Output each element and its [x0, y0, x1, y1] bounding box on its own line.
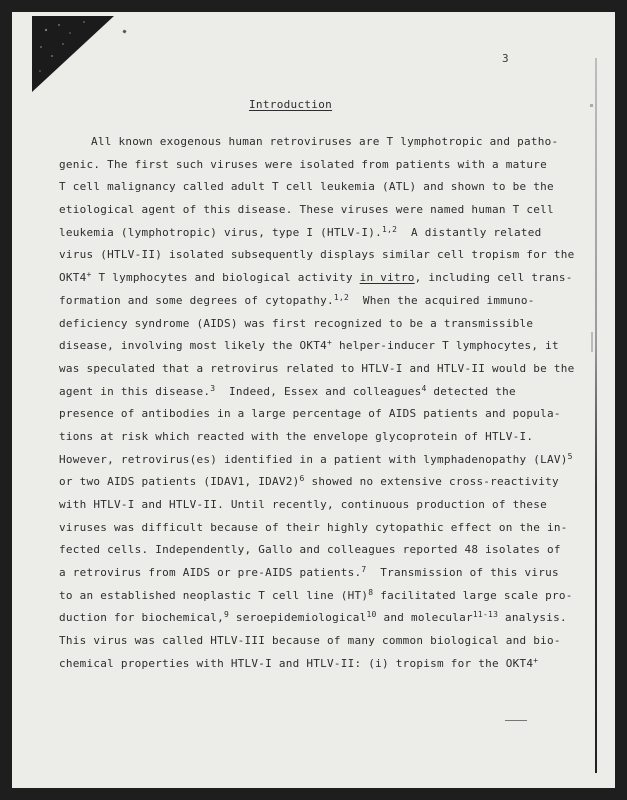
document-page	[12, 12, 615, 788]
text-line: to an established neoplastic T cell line (HT)$^8$ facilitated large scale pro-	[59, 587, 573, 602]
margin-rule	[595, 58, 597, 773]
text-line: etiological agent of this disease. These viruses were named human T cell	[59, 203, 554, 217]
citation-superscript: 8	[368, 587, 374, 597]
text-line: This virus was called HTLV-III because of many common biological and bio-	[59, 634, 561, 648]
text-line: T cell malignancy called adult T cell leukemia (ATL) and shown to be the	[59, 180, 554, 194]
text-line: with HTLV-I and HTLV-II. Until recently, continuous production of these	[59, 498, 547, 511]
citation-superscript: 3	[210, 383, 216, 393]
body-paragraph	[59, 131, 575, 676]
citation-superscript: 7	[361, 565, 367, 575]
corner-damage-mark	[32, 16, 114, 92]
text-line: All known exogenous human retroviruses are T lymphotropic and patho-	[91, 135, 559, 148]
text-line: disease, involving most likely the OKT4+ helper-inducer T lymphocytes, it	[59, 338, 559, 353]
text-line: duction for biochemical,$^9$ seroepidemiological$^{10}$ and molecular$^{11-13}$ analysis.	[59, 610, 567, 625]
text-line: formation and some degrees of cytopathy.$^{1,2}$ When the acquired immuno-	[59, 292, 535, 307]
citation-superscript: 10	[366, 610, 377, 620]
text-line: agent in this disease.$^3$ Indeed, Essex and colleagues$^4$ detected the	[59, 383, 516, 398]
citation-superscript: +	[86, 270, 92, 280]
text-line: virus (HTLV-II) isolated subsequently displays similar cell tropism for the	[59, 248, 575, 262]
text-line: genic. The first such viruses were isolated from patients with a mature	[59, 157, 547, 171]
citation-superscript: +	[327, 338, 333, 348]
speck-mark	[590, 104, 593, 107]
text-line: deficiency syndrome (AIDS) was first recognized to be a transmissible	[59, 316, 534, 330]
citation-superscript: 1,2	[333, 292, 350, 302]
citation-superscript: 4	[421, 383, 427, 393]
citation-superscript: 6	[299, 474, 305, 484]
speck-mark	[591, 332, 593, 352]
citation-superscript: 9	[223, 610, 230, 620]
speck-mark	[122, 29, 126, 33]
text-line: OKT4+ T lymphocytes and biological activity in vitro, including cell trans-	[59, 270, 573, 285]
citation-superscript: 1,2	[382, 224, 398, 234]
text-line: was speculated that a retrovirus related to HTLV-I and HTLV-II would be the	[59, 361, 575, 375]
text-line: chemical properties with HTLV-I and HTLV-II: (i) tropism for the OKT4+	[59, 655, 539, 670]
text-line: or two AIDS patients (IDAV1, IDAV2)$^6$ showed no extensive cross-reactivity	[59, 474, 559, 489]
citation-superscript: +	[533, 655, 539, 665]
citation-superscript: 5	[567, 451, 573, 461]
text-line: viruses was difficult because of their highly cytopathic effect on the in-	[59, 520, 568, 534]
citation-superscript: 11-13	[472, 610, 499, 620]
page-number: 3	[502, 52, 509, 65]
text-line: presence of antibodies in a large percentage of AIDS patients and popula-	[59, 407, 561, 421]
text-line: fected cells. Independently, Gallo and colleagues reported 48 isolates of	[59, 543, 561, 557]
text-line: a retrovirus from AIDS or pre-AIDS patients.$^7$ Transmission of this virus	[59, 565, 559, 580]
text-line: tions at risk which reacted with the envelope glycoprotein of HTLV-I.	[59, 429, 534, 443]
text-line: leukemia (lymphotropic) virus, type I (HTLV-I).$^{1,2}$ A distantly related	[59, 224, 542, 239]
text-line: However, retrovirus(es) identified in a patient with lymphadenopathy (LAV)$^5$	[59, 451, 573, 466]
section-heading: Introduction	[249, 98, 333, 111]
underlined-term: in vitro	[359, 271, 415, 285]
footer-dash	[505, 720, 527, 721]
